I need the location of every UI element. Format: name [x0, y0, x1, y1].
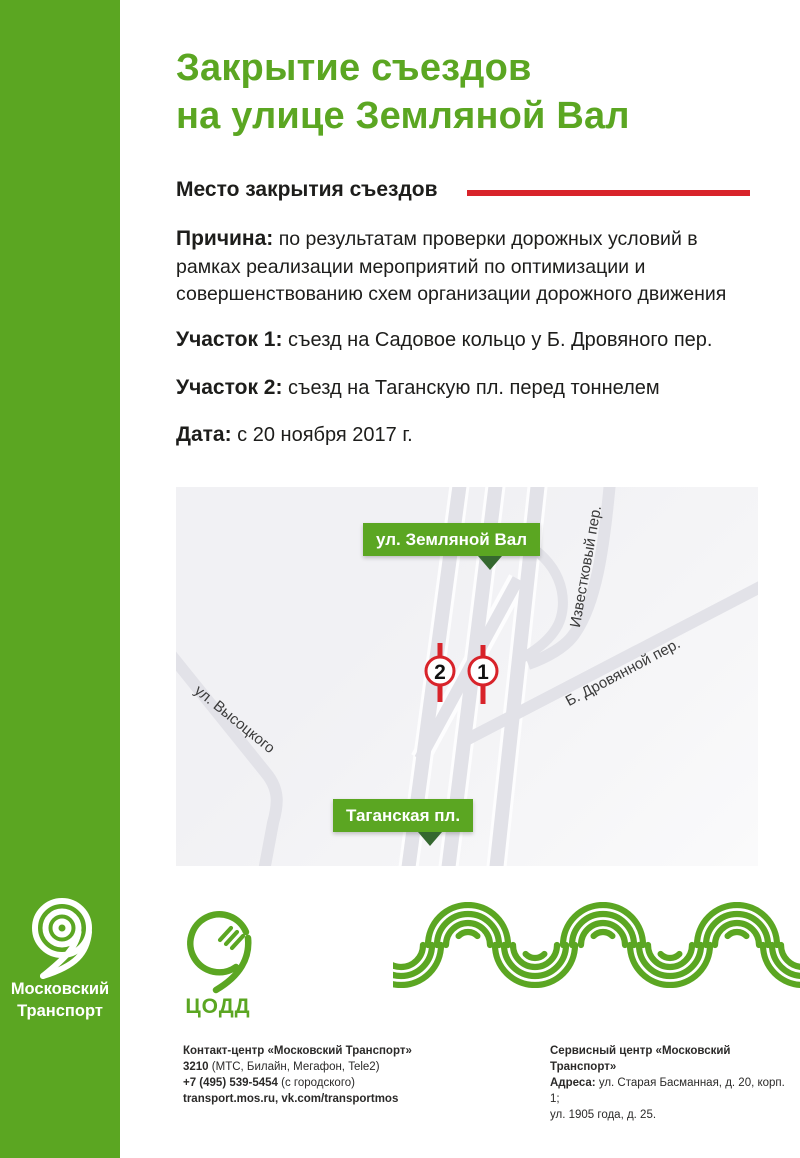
area1-label: Участок 1:	[176, 328, 283, 351]
reason-text: по результатам проверки дорожных условий в рамках реализации мероприятий по оптимизации и совершенствованию схем организации дорожного движения	[176, 228, 727, 305]
footer-contact-center	[183, 1043, 523, 1107]
service-address1: ул. Старая Басманная, д. 20, корп. 1;	[550, 1077, 785, 1105]
contact-links: transport.mos.ru, vk.com/transportmos	[183, 1093, 399, 1105]
moscow-transport-logo-icon	[20, 896, 104, 980]
contact-phone-city: +7 (495) 539-5454	[183, 1077, 278, 1089]
sidebar-logo-line2: Транспорт	[17, 1002, 103, 1020]
contact-phone-short: 3210	[183, 1061, 209, 1073]
area2-row	[176, 376, 660, 400]
contact-phone-short-note: (МТС, Билайн, Мегафон, Tele2)	[208, 1061, 380, 1073]
red-divider	[467, 190, 750, 196]
section-heading: Место закрытия съездов	[176, 178, 438, 201]
contact-phone-short-row	[183, 1059, 523, 1075]
date-label: Дата:	[176, 423, 232, 446]
marker-2-number: 2	[434, 661, 446, 684]
page-title	[176, 44, 630, 140]
service-address-row	[550, 1075, 785, 1107]
map-badge-taganskaya: Таганская пл.	[333, 799, 473, 832]
area1-text: съезд на Садовое кольцо у Б. Дровяного пер.	[282, 329, 713, 351]
area1-row	[176, 328, 713, 352]
page-title-line1: Закрытие съездов	[176, 47, 532, 89]
service-address-label: Адреса:	[550, 1077, 596, 1089]
reason-label: Причина:	[176, 227, 274, 250]
sidebar-logo-line1: Московский	[10, 980, 110, 998]
marker-1-number: 1	[477, 661, 489, 684]
service-center-title: Сервисный центр «Московский Транспорт»	[550, 1045, 731, 1073]
sidebar	[0, 0, 120, 1158]
footer-service-center	[550, 1043, 785, 1123]
map	[176, 487, 758, 866]
date-text: с 20 ноября 2017 г.	[231, 424, 413, 446]
street-label-izvestkovy: Известковый пер.	[566, 504, 606, 629]
codd-label: ЦОДД	[185, 995, 251, 1018]
page-title-line2: на улице Земляной Вал	[176, 95, 630, 137]
sidebar-logo-text	[0, 978, 120, 1022]
codd-pin-icon	[176, 896, 260, 994]
area2-label: Участок 2:	[176, 376, 283, 399]
wave-pattern-icon	[393, 902, 800, 988]
date-row	[176, 423, 413, 447]
street-label-vysotskogo: ул. Высоцкого	[190, 681, 279, 758]
contact-phone-city-note: (с городского)	[277, 1077, 355, 1089]
service-address2: ул. 1905 года, д. 25.	[550, 1109, 657, 1121]
reason-paragraph	[176, 225, 761, 309]
street-label-drovyanoy: Б. Дровянной пер.	[562, 635, 684, 710]
map-badge-zemlyanoy-val: ул. Земляной Вал	[363, 523, 540, 556]
codd-logo	[175, 896, 261, 1019]
contact-phone-city-row	[183, 1075, 523, 1091]
contact-center-title: Контакт-центр «Московский Транспорт»	[183, 1045, 412, 1057]
area2-text: съезд на Таганскую пл. перед тоннелем	[282, 377, 660, 399]
